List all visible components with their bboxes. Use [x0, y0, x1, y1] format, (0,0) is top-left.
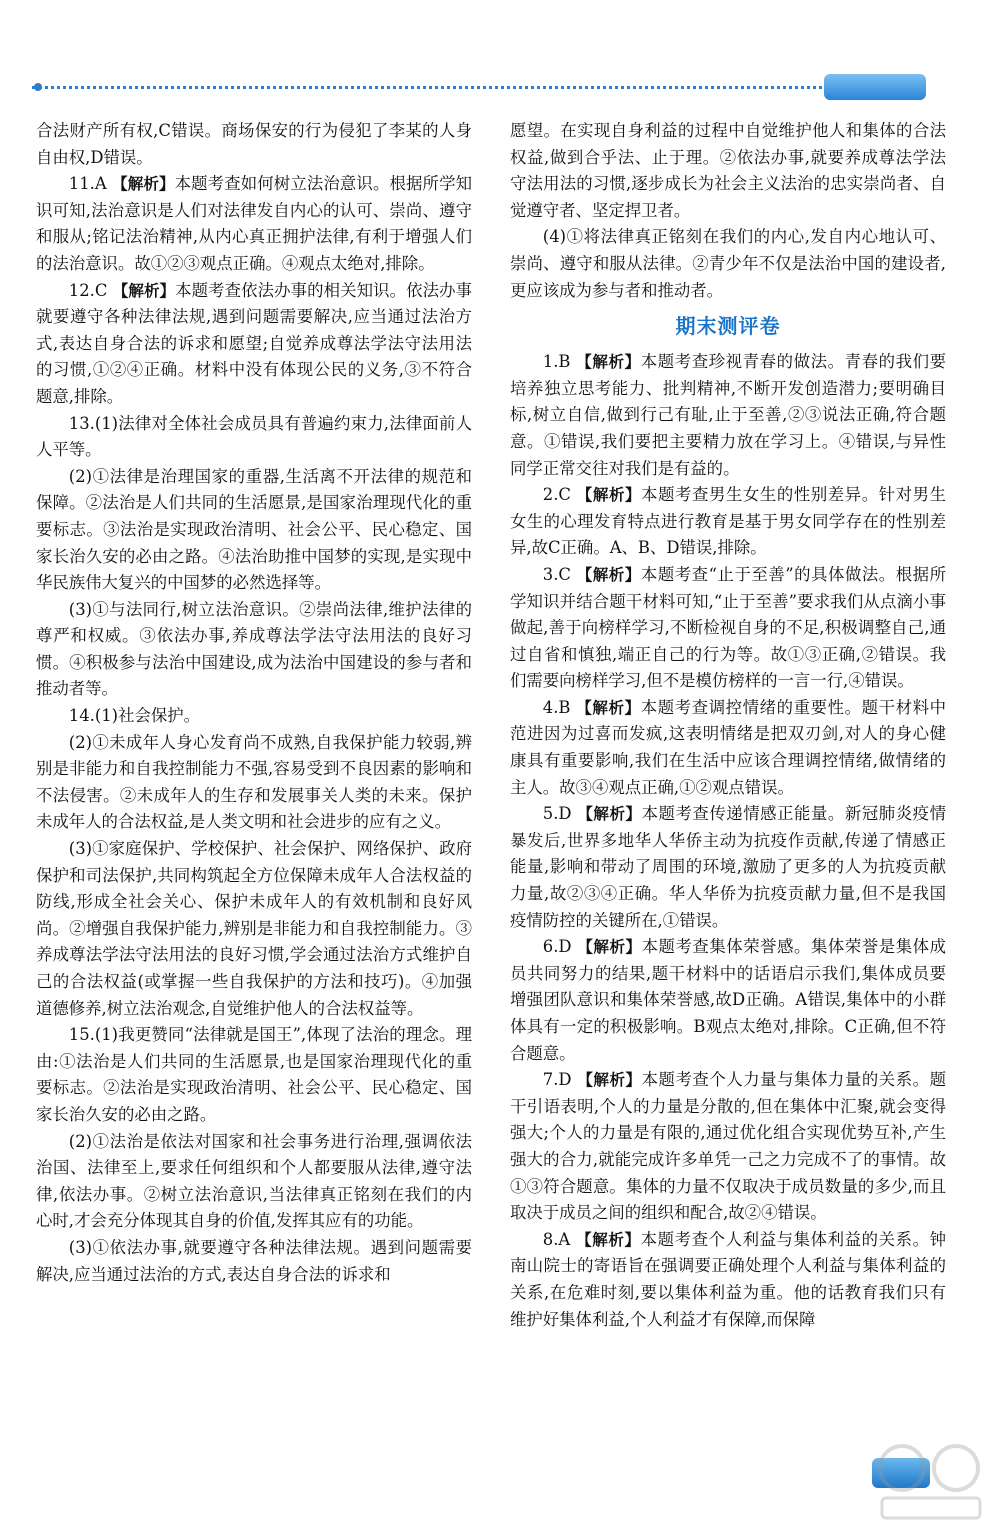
answer-paragraph [510, 562, 946, 695]
answer-paragraph [510, 349, 946, 482]
question-number: 7.D [542, 1070, 578, 1090]
answer-paragraph [36, 730, 472, 836]
question-number: 11.A [68, 174, 113, 194]
paragraph-text: (4)①将法律真正铭刻在我们的内心,发自内心地认可、崇尚、遵守和服从法律。②青少年不仅是法治中国的建设者,更应该成为参与者和推动者。 [510, 227, 946, 300]
paragraph-text: 愿望。在实现自身利益的过程中自觉维护他人和集体的合法权益,做到合乎法、止于理。②依法办事,就要养成尊法学法守法用法的习惯,逐步成长为社会主义法治的忠实崇尚者、自觉遵守者、坚定捍卫者。 [510, 121, 946, 220]
paragraph-text: 合法财产所有权,C错误。商场保安的行为侵犯了李某的人身自由权,D错误。 [36, 121, 472, 167]
paragraph-text: 本题考查如何树立法治意识。根据所学知识可知,法治意识是人们对法律发自内心的认可、崇尚、遵守和服从;铭记法治精神,从内心真正拥护法律,有利于增强人们的法治意识。故①②③观点正确。④观点太绝对,排除。 [36, 174, 472, 273]
paragraph-text: (2)①法治是依法对国家和社会事务进行治理,强调依法治国、法律至上,要求任何组织和个人都要服从法律,遵守法律,依法办事。②树立法治意识,当法律真正铭刻在我们的内心时,才会充分体现其自身的价值,发挥其应有的功能。 [36, 1131, 472, 1231]
answer-paragraph [36, 597, 472, 703]
question-number: 2.C [542, 485, 577, 505]
question-number: 6.D [542, 937, 578, 957]
answer-paragraph [510, 801, 946, 934]
paragraph-text: 14.(1)社会保护。 [68, 706, 201, 726]
question-number: 5.D [542, 804, 578, 824]
paragraph-text: 本题考查珍视青春的做法。青春的我们要培养独立思考能力、批判精神,不断开发创造潜力;要明确目标,树立自信,做到行己有耻,止于至善,②③说法正确,符合题意。①错误,我们要把主要精力放在学习上。④错误,与异性同学正常交往对我们是有益的。 [510, 352, 946, 478]
answer-paragraph [36, 1022, 472, 1128]
answer-paragraph [36, 1129, 472, 1235]
right-column [510, 118, 946, 1333]
answer-paragraph [36, 118, 472, 171]
header-dotted-rule [32, 86, 822, 89]
watermark-logo [872, 1440, 990, 1524]
paragraph-text: 13.(1)法律对全体社会成员具有普遍约束力,法律面前人人平等。 [36, 413, 472, 460]
analysis-tag: 【解析】 [577, 805, 642, 824]
paragraph-text: (2)①未成年人身心发育尚不成熟,自我保护能力较弱,辨别是非能力和自我控制能力不强,容易受到不良因素的影响和不法侵害。②未成年人的生存和发展事关人类的未来。保护未成年人的合法权益,是人类文明和社会进步的应有之义。 [36, 732, 472, 832]
paragraph-text: (2)①法律是治理国家的重器,生活离不开法律的规范和保障。②法治是人们共同的生活愿景,是国家治理现代化的重要标志。③法治是实现政治清明、社会公平、民心稳定、国家长治久安的必由之路。④法治助推中国梦的实现,是实现中华民族伟大复兴的中国梦的必然选择等。 [36, 466, 472, 593]
answer-paragraph [510, 482, 946, 562]
answer-paragraph [36, 411, 472, 464]
paragraph-text: 本题考查传递情感正能量。新冠肺炎疫情暴发后,世界多地华人华侨主动为抗疫作贡献,传递了情感正能量,影响和带动了周围的环境,激励了更多的人为抗疫贡献力量,故②③④正确。华人华侨为抗疫贡献力量,但不是我国疫情防控的关键所在,①错误。 [510, 804, 946, 930]
paragraph-text: 本题考查依法办事的相关知识。依法办事就要遵守各种法律法规,遇到问题需要解决,应当通过法治方式,表达自身合法的诉求和愿望;自觉养成尊法学法守法用法的习惯,①②④正确。材料中没有体现公民的义务,③不符合题意,排除。 [36, 280, 473, 406]
paragraph-text: 本题考查个人力量与集体力量的关系。题干引语表明,个人的力量是分散的,但在集体中汇聚,就会变得强大;个人的力量是有限的,通过优化组合实现优势互补,产生强大的合力,就能完成许多单凭一己之力完成不了的事情。故①③符合题意。集体的力量不仅取决于成员数量的多少,而且取决于成员之间的组织和配合,故②④错误。 [510, 1070, 946, 1223]
analysis-tag: 【解析】 [576, 353, 641, 372]
paragraph-text: (3)①家庭保护、学校保护、社会保护、网络保护、政府保护和司法保护,共同构筑起全方位保障未成年人合法权益的防线,形成全社会关心、保护未成年人的有效机制和良好风尚。②增强自我保护能力,辨别是非能力和自我控制能力。③养成尊法学法守法用法的良好习惯,学会通过法治方式维护自己的合法权益(或掌握一些自我保护的方法和技巧)。④加强道德修养,树立法治观念,自觉维护他人的合法权益等。 [36, 839, 472, 1018]
analysis-tag: 【解析】 [576, 565, 641, 584]
answer-paragraph [36, 464, 472, 597]
answer-paragraph [36, 836, 472, 1022]
analysis-tag: 【解析】 [576, 486, 642, 505]
answer-paragraph [510, 1067, 946, 1227]
answer-paragraph [510, 695, 946, 801]
right-column-bottom [510, 349, 946, 1333]
paragraph-text: 本题考查调控情绪的重要性。题干材料中范进因为过喜而发疯,这表明情绪是把双刃剑,对人的身心健康具有重要影响,我们在生活中应该合理调控情绪,做情绪的主人。故③④观点正确,①②观点错误。 [510, 697, 946, 797]
paragraph-text: 本题考查集体荣誉感。集体荣誉是集体成员共同努力的结果,题干材料中的话语启示我们,集体成员要增强团队意识和集体荣誉感,故D正确。A错误,集体中的小群体具有一定的积极影响。B观点太绝对,排除。C正确,但不符合题意。 [510, 937, 946, 1063]
paragraph-text: (3)①与法同行,树立法治意识。②崇尚法律,维护法律的尊严和权威。③依法办事,养成尊法学法守法用法的良好习惯。④积极参与法治中国建设,成为法治中国建设的参与者和推动者等。 [36, 599, 472, 699]
paragraph-text: 本题考查男生女生的性别差异。针对男生女生的心理发育特点进行教育是基于男女同学存在的性别差异,故C正确。A、B、D错误,排除。 [510, 485, 947, 558]
paragraph-text: 15.(1)我更赞同“法律就是国王”,体现了法治的理念。理由:①法治是人们共同的生活愿景,也是国家治理现代化的重要标志。②法治是实现政治清明、社会公平、民心稳定、国家长治久安的必由之路。 [36, 1025, 472, 1124]
answer-paragraph [510, 224, 946, 304]
question-number: 8.A [542, 1229, 577, 1249]
analysis-tag: 【解析】 [577, 938, 642, 957]
question-number: 1.B [542, 352, 577, 372]
answer-paragraph [36, 1235, 472, 1288]
question-number: 4.B [542, 697, 577, 717]
question-number: 3.C [542, 564, 577, 584]
paragraph-text: 本题考查个人利益与集体利益的关系。钟南山院士的寄语旨在强调要正确处理个人利益与集体利益的关系,在危难时刻,要以集体利益为重。他的话教育我们只有维护好集体利益,个人利益才有保障,而保障 [510, 1229, 947, 1329]
analysis-tag: 【解析】 [576, 1230, 641, 1249]
answer-paragraph [36, 703, 472, 730]
answer-paragraph [510, 934, 946, 1067]
analysis-tag: 【解析】 [576, 698, 641, 717]
header-tab [824, 74, 926, 100]
right-column-top [510, 118, 946, 304]
answer-paragraph [510, 1227, 946, 1333]
analysis-tag: 【解析】 [112, 175, 175, 194]
analysis-tag: 【解析】 [577, 1071, 642, 1090]
section-title: 期末测评卷 [675, 314, 781, 339]
analysis-tag: 【解析】 [112, 281, 176, 300]
answer-paragraph [510, 118, 946, 224]
paragraph-text: 本题考查“止于至善”的具体做法。根据所学知识并结合题干材料可知,“止于至善”要求我们从点滴小事做起,善于向榜样学习,不断检视自身的不足,积极调整自己,通过自省和慎独,端正自己的行为等。故①③正确,②错误。我们需要向榜样学习,但不是模仿榜样的一言一行,④错误。 [510, 564, 946, 691]
question-number: 12.C [68, 280, 113, 300]
answer-paragraph [36, 171, 472, 277]
left-column [36, 118, 472, 1288]
answer-paragraph [36, 278, 472, 411]
paragraph-text: (3)①依法办事,就要遵守各种法律法规。遇到问题需要解决,应当通过法治的方式,表达自身合法的诉求和 [36, 1237, 472, 1284]
